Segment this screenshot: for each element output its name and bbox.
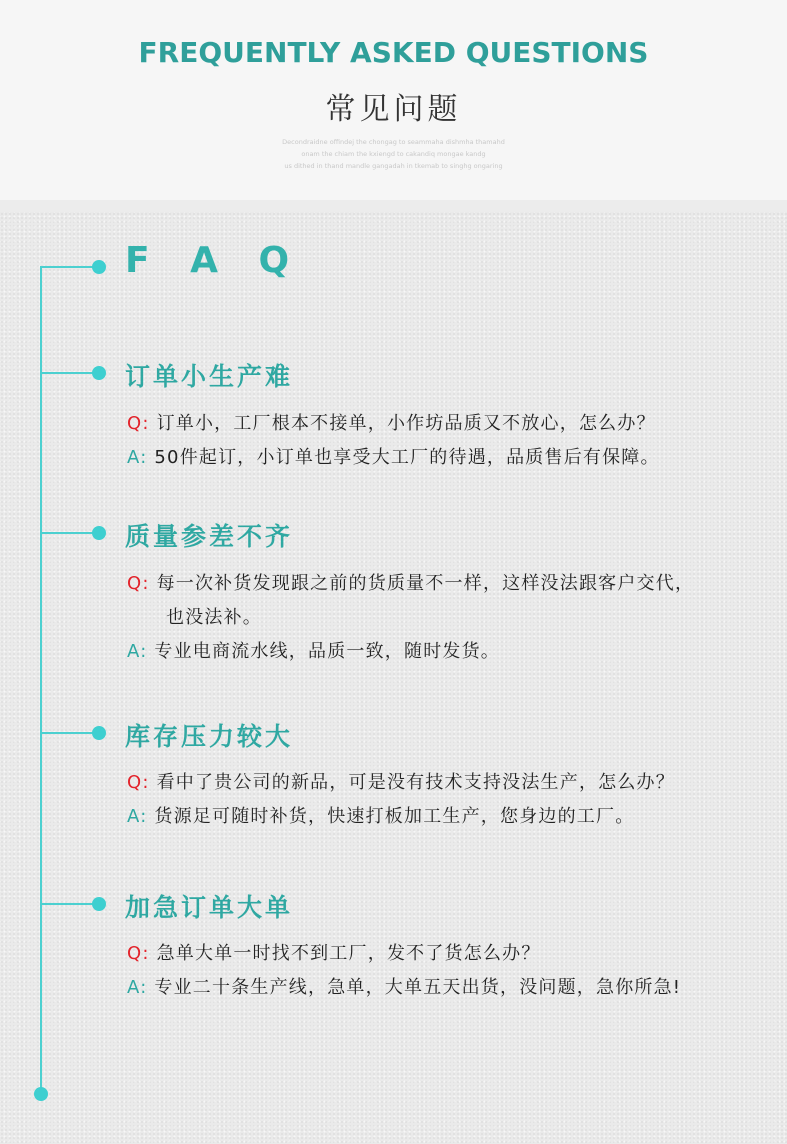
question-line bbox=[127, 569, 694, 595]
timeline-line bbox=[40, 266, 42, 1094]
timeline-dot bbox=[92, 726, 106, 740]
faq-panel bbox=[0, 212, 787, 1144]
question-tag: Q: bbox=[127, 573, 150, 594]
answer-text: 专业电商流水线，品质一致，随时发货。 bbox=[154, 641, 500, 662]
answer-tag: A: bbox=[127, 641, 148, 662]
question-text: 每一次补货发现跟之前的货质量不一样，这样没法跟客户交代， bbox=[156, 573, 695, 594]
timeline-dot bbox=[92, 897, 106, 911]
question-tag: Q: bbox=[127, 413, 150, 434]
question-line-continued: 也没法补。 bbox=[166, 607, 262, 628]
answer-line bbox=[127, 443, 660, 469]
answer-line bbox=[127, 973, 681, 999]
section-title: 订单小生产难 bbox=[125, 362, 294, 391]
header-title-en: FREQUENTLY ASKED QUESTIONS bbox=[138, 36, 649, 69]
answer-line bbox=[127, 802, 634, 828]
section-title: 库存压力较大 bbox=[125, 722, 294, 751]
section-title: 质量参差不齐 bbox=[125, 522, 294, 551]
timeline-branch bbox=[40, 532, 98, 534]
question-text: 急单大单一时找不到工厂，发不了货怎么办？ bbox=[156, 943, 541, 964]
answer-text: 50件起订，小订单也享受大工厂的待遇，品质售后有保障。 bbox=[154, 447, 660, 468]
timeline-branch bbox=[40, 903, 98, 905]
question-line bbox=[127, 939, 541, 965]
timeline-branch bbox=[40, 266, 98, 268]
answer-line bbox=[127, 637, 500, 663]
question-line bbox=[127, 409, 656, 435]
question-tag: Q: bbox=[127, 943, 150, 964]
answer-tag: A: bbox=[127, 447, 148, 468]
timeline-dot bbox=[92, 260, 106, 274]
question-line bbox=[127, 768, 675, 794]
header-banner bbox=[0, 0, 787, 200]
answer-text: 货源足可随时补货，快速打板加工生产，您身边的工厂。 bbox=[154, 806, 635, 827]
header-subtitle: Decondraidne offindej the chongag to seammaha dishmha thamahd onam the chiam the kxiengd to cakandiq mongae kandg us dithed in thand mandle gangadah in tkemab to singhg ongaring bbox=[282, 138, 505, 170]
timeline-end-dot bbox=[34, 1087, 48, 1101]
question-tag: Q: bbox=[127, 772, 150, 793]
answer-tag: A: bbox=[127, 977, 148, 998]
header-title-cn: 常见问题 bbox=[325, 92, 462, 127]
section-title: 加急订单大单 bbox=[125, 893, 294, 922]
timeline-branch bbox=[40, 372, 98, 374]
timeline-dot bbox=[92, 526, 106, 540]
faq-title: F A Q bbox=[125, 240, 304, 281]
timeline-dot bbox=[92, 366, 106, 380]
question-text: 订单小，工厂根本不接单，小作坊品质又不放心，怎么办？ bbox=[156, 413, 656, 434]
question-text: 看中了贵公司的新品，可是没有技术支持没法生产，怎么办？ bbox=[156, 772, 675, 793]
answer-text: 专业二十条生产线，急单，大单五天出货，没问题，急你所急! bbox=[154, 977, 682, 998]
answer-tag: A: bbox=[127, 806, 148, 827]
timeline-branch bbox=[40, 732, 98, 734]
